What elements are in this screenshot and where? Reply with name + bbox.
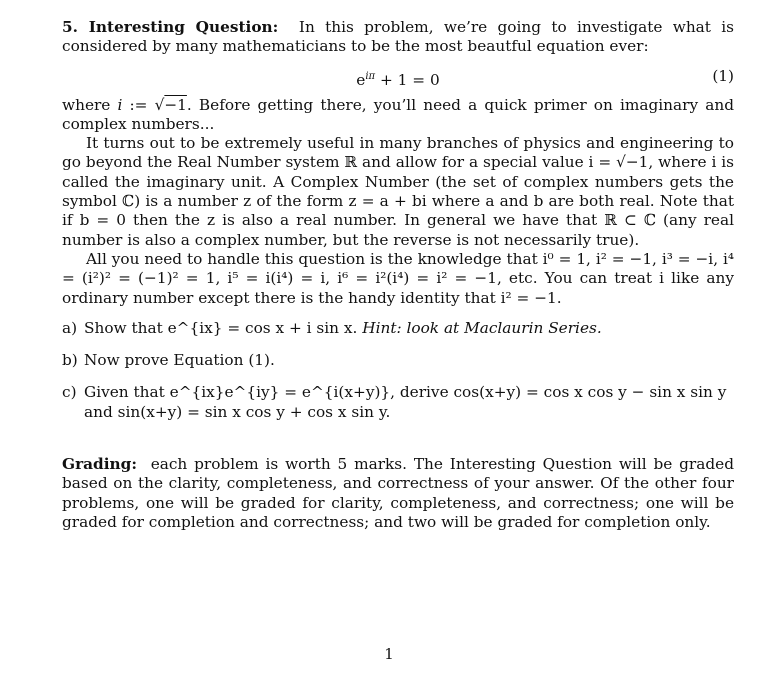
grading-text: each problem is worth 5 marks. The Interesting Question will be graded based on the clarity, completeness, and correctness of your answer. Of the other four problems, one will be graded for clarity, completeness, and correctness; one will be graded for completion and correctness; and two will be graded for completion only. bbox=[62, 455, 734, 531]
item-label: c) bbox=[62, 383, 77, 402]
question-heading: 5. Interesting Question: bbox=[62, 18, 279, 36]
item-hint: Hint: look at Maclaurin Series. bbox=[362, 318, 602, 337]
grading-heading: Grading: bbox=[62, 455, 138, 474]
item-text: Now prove Equation (1). bbox=[84, 351, 275, 370]
document-page bbox=[62, 18, 734, 532]
paragraph-complex-numbers: It turns out to be extremely useful in many branches of physics and engineering to go beyond the Real Number system ℝ and allow for a special value i = √−1, where i is called the imaginary unit. A Complex Number (the set of complex numbers gets the symbol ℂ) is a number z of the form z = a + bi where a and b are both real. Note that if b = 0 then the z is also a real number. In general we have that ℝ ⊂ ℂ (any real number is also a complex number, but the reverse is not necessarily true). bbox=[62, 134, 734, 249]
equation-number: (1) bbox=[712, 66, 734, 85]
item-label: a) bbox=[62, 318, 78, 337]
list-item-b bbox=[62, 351, 734, 370]
equation-row bbox=[62, 66, 734, 88]
grading-paragraph bbox=[62, 455, 734, 532]
question-intro bbox=[62, 18, 734, 57]
question-intro-text: In this problem, we’re going to investigate what is considered by many mathematicians to be the most beautful equation ever: bbox=[62, 18, 734, 56]
list-item-c bbox=[62, 383, 734, 422]
item-text: Show that e^{ix} = cos x + i sin x. bbox=[84, 318, 363, 337]
item-label: b) bbox=[62, 351, 78, 370]
euler-equation: $e^{i\pi} + 1 = 0$ bbox=[356, 70, 440, 89]
paragraph-powers-of-i: All you need to handle this question is the knowledge that i⁰ = 1, i² = −1, i³ = −i, i⁴ = (i²)² = (−1)² = 1, i⁵ = i(i⁴) = i, i⁶ = i²(i⁴) = i² = −1, etc. You can treat i like any ordinary number except there is the handy identity that i² = −1. bbox=[62, 249, 734, 307]
item-text: Given that e^{ix}e^{iy} = e^{i(x+y)}, derive cos(x+y) = cos x cos y − sin x sin y and sin(x+y) = sin x cos y + cos x sin y. bbox=[84, 383, 727, 421]
question-items bbox=[62, 319, 734, 422]
where-sentence: where i := √−1. Before getting there, you’ll need a quick primer on imaginary and complex numbers... bbox=[62, 95, 734, 133]
page-number: 1 bbox=[384, 645, 394, 663]
list-item-a bbox=[62, 319, 734, 338]
